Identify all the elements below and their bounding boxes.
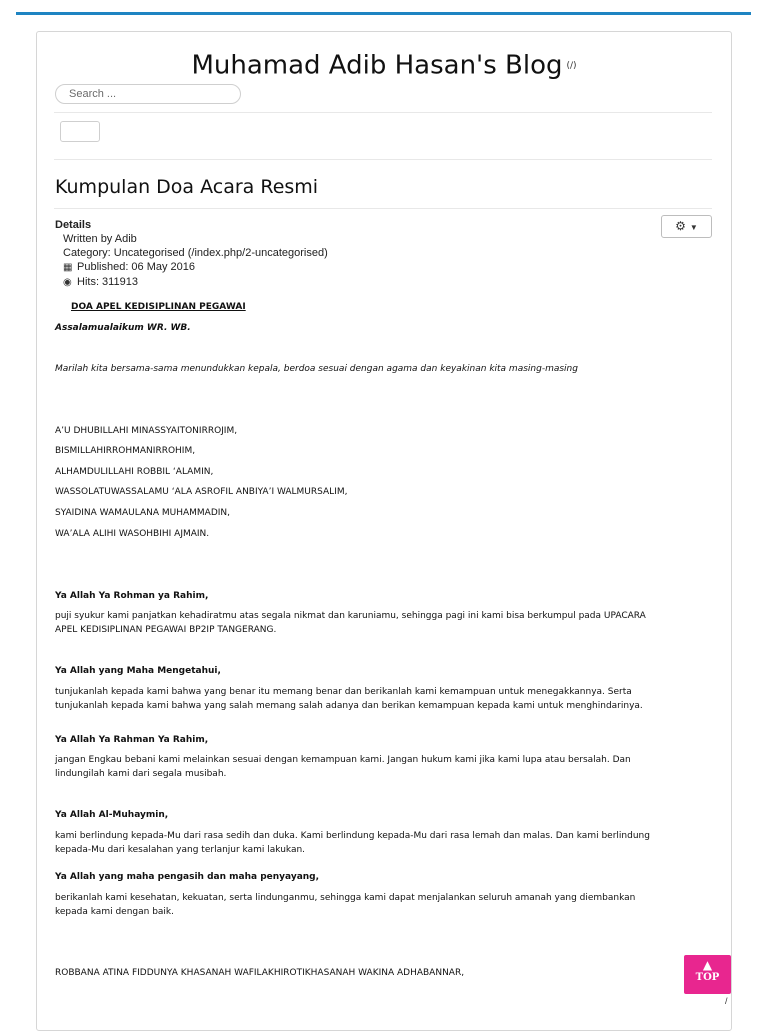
body-line: WASSOLATUWASSALAMU ‘ALA ASROFIL ANBIYA’I WALMURSALIM, [55,487,348,497]
body-line: tunjukanlah kepada kami bahwa yang salah memang salah adanya dan berikan kemampuan kepada kami untuk menghindarinya. [55,701,643,711]
body-line: puji syukur kami panjatkan kehadiratmu atas segala nikmat dan karuniamu, sehingga pagi ini kami bisa berkumpul pada UPACARA [55,611,646,621]
site-title-text[interactable]: Muhamad Adib Hasan's Blog [191,50,563,81]
published-text: Published: 06 May 2016 [77,261,196,273]
body-line: kepada-Mu dari kesalahan yang terlanjur kami lakukan. [55,845,306,855]
body-heading: DOA APEL KEDISIPLINAN PEGAWAI [71,302,246,312]
article-details [55,218,328,290]
body-line: Ya Allah yang maha pengasih dan maha penyayang, [55,872,320,882]
body-line: tunjukanlah kepada kami bahwa yang benar itu memang benar dan berikanlah kami kemampuan untuk menegakkannya. Serta [55,687,632,697]
caret-down-icon: ▼ [689,223,698,232]
body-line: jangan Engkau bebani kami melainkan sesuai dengan kemampuan kami. Jangan hukum kami jika kami lupa atau bersalah. Dan [55,755,631,765]
body-line: lindungilah kami dari segala musibah. [55,769,227,779]
body-line: WA’ALA ALIHI WASOHBIHI AJMAIN. [55,529,210,539]
article-title[interactable]: Kumpulan Doa Acara Resmi [55,176,319,198]
eye-icon: ◉ [63,277,72,288]
hits-count [55,275,328,290]
hits-text: Hits: 311913 [77,276,138,288]
category [55,246,328,260]
body-line: Ya Allah Ya Rohman ya Rahim, [55,591,209,601]
body-line: Marilah kita bersama-sama menundukkan kepala, berdoa sesuai dengan agama dan keyakinan kita masing-masing [55,364,578,374]
body-line: berikanlah kami kesehatan, kekuatan, serta lindunganmu, sehingga kami dapat menjalankan seluruh amanah yang diembankan [55,893,636,903]
body-line: Ya Allah yang Maha Mengetahui, [55,666,221,676]
body-line: Ya Allah Ya Rahman Ya Rahim, [55,735,209,745]
top-accent-bar [16,12,751,15]
body-line: ROBBANA ATINA FIDDUNYA KHASANAH WAFILAKHIROTIKHASANAH WAKINA ADHABANNAR, [55,968,465,978]
body-line: A’U DHUBILLAHI MINASSYAITONIRROJIM, [55,426,238,436]
body-line: BISMILLAHIRROHMANIRROHIM, [55,446,196,456]
back-to-top-label: TOP [695,972,720,983]
divider [54,112,712,113]
details-heading: Details [55,219,92,231]
body-line: kami berlindung kepada-Mu dari rasa sedih dan duka. Kami berlindung kepada-Mu dari rasa lemah dan malas. Dan kami berlindung [55,831,650,841]
search-input[interactable] [55,84,241,104]
back-to-top-button[interactable] [684,955,731,994]
published-date [55,260,328,275]
divider [54,208,712,209]
article-tools-button[interactable] [661,215,712,238]
chevron-up-icon: ▲ [702,958,713,972]
menu-toggle-button[interactable] [60,121,100,142]
corner-mark: / [725,996,728,1006]
site-title[interactable] [0,50,768,81]
body-line: APEL KEDISIPLINAN PEGAWAI BP2IP TANGERANG. [55,625,277,635]
body-line: Assalamualaikum WR. WB. [55,323,191,333]
written-by: Written by Adib [63,233,137,245]
gear-icon: ⚙ [675,219,686,233]
category-text[interactable]: Category: Uncategorised (/index.php/2-uncategorised) [63,247,328,259]
calendar-icon: ▦ [63,262,73,273]
divider [54,159,712,160]
body-line: kepada kami dengan baik. [55,907,174,917]
body-line: ALHAMDULILLAHI ROBBIL ‘ALAMIN, [55,467,214,477]
body-line: SYAIDINA WAMAULANA MUHAMMADIN, [55,508,230,518]
home-link[interactable]: (/) [566,60,577,71]
body-line: Ya Allah Al-Muhaymin, [55,810,169,820]
